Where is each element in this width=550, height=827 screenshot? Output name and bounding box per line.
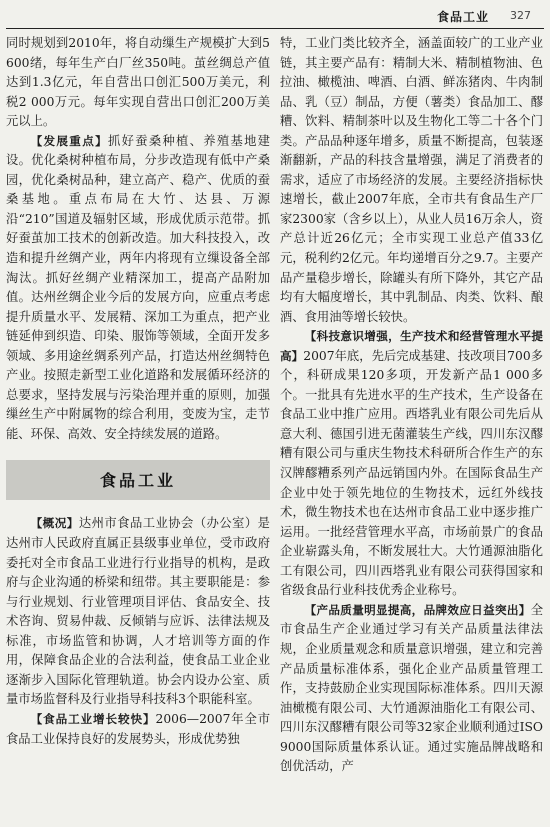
paragraph — [6, 710, 270, 749]
header-title: 食品工业 — [437, 10, 490, 24]
paragraph-heading: 【发展重点】 — [30, 133, 109, 148]
paragraph-heading: 【食品工业增长较快】 — [30, 711, 156, 726]
paragraph-heading: 【科技意识增强，生产技术和经营管理水平提高】 — [280, 329, 543, 363]
right-column — [280, 34, 543, 777]
paragraph: 特，工业门类比较齐全，涵盖面较广的工业产业链，其主要产品有：精制大米、精制植物油、色拉油、橄榄油、啤酒、白酒、鲜冻猪肉、牛肉制品、乳（豆）制品，方便（薯类）食品加工、醪糟、饮料、精制茶叶以及生物化工等二十各个门类。产品品种逐年增多，质量不断提高，包装逐渐翻新，产品的科技含量增强，满足了消费者的需求，适应了市场经济的发展。主要经济指标快速增长，截止2007年底，全市共有食品生产厂家2300家（含乡以上），从业人员16万余人，资产总计近26亿元；全市实现工业总产值33亿元，税利约2亿元。年均递增百分之9.7。主要产品产量稳步增长，除罐头有所下降外，其它产品均有大幅度增长，其中乳制品、肉类、饮料、酿酒、食用油等增长较快。 — [280, 36, 543, 324]
paragraph — [6, 132, 270, 445]
paragraph — [280, 601, 543, 777]
paragraph-body: 抓好蚕桑种植、养殖基地建设。优化桑树种植布局，分步改造现有低中产桑园，优化桑树品种，建立高产、稳产、优质的蚕桑基地。重点布局在大竹、达县、万源沿“210”国道及辐射区域，形成优质示范带。抓好蚕茧加工技术的创新改造。加大科技投入，改造和提升丝绸产业，两年内将现有立缫设备全部淘汰。抓好丝绸产业精深加工，提高产品附加值。达州丝绸企业今后的发展方向，应重点考虑提升质量水平、发展精、深加工为重点，把产业链延伸到织造、印染、服饰等领域，全面开发多领域、多用途丝绸系列产品，打造达州丝绸特色产业。按照走新型工业化道路和发展循环经济的总要求，坚持发展与污染治理并重的原则，加强缫丝生产中附属物的综合利用，变废为宝，走节能、环保、高效、安全持续发展的道路。 — [6, 133, 270, 441]
paragraph-body: 2007年底，先后完成基建、技改项目700多个，科研成果120多项，开发新产品1 000多个。一批具有先进水平的生产技术，生产设备在食品工业中推广应用。西塔乳业有限公司先后从意大利、德国引进无菌灌装生产线，四川东汉醪糟有限公司与重庆生物技术科研所合作生产的东汉牌醪糟系列产品远销国内外。在国际食品生产企业中处于领先地位的生物技术，远红外线技术，微生物技术也在达州市食品工业中逐步推广运用。一批经营管理水平高，市场前景广的食品企业崭露头角，不断发展壮大。大竹通源油脂化工有限公司，四川西塔乳业有限公司获得国家和省级食品行业科技优秀企业称号。 — [280, 348, 543, 598]
paragraph — [280, 327, 543, 601]
paragraph-heading: 【产品质量明显提高，品牌效应日益突出】 — [304, 602, 531, 617]
paragraph-body: 全市食品生产企业通过学习有关产品质量法律法规，企业质量观念和质量意识增强，建立和完善产品质量标准体系，强化企业产品质量管理工作，支持鼓励企业实现国际标准体系。四川天源油橄榄有限公司、大竹通源油脂化工有限公司、四川东汉醪糟有限公司等32家企业顺利通过ISO 9000国际质量体系认证。通过实施品牌战略和创优活动，产 — [280, 602, 543, 774]
running-header — [0, 0, 550, 30]
page-number: 327 — [510, 9, 531, 22]
paragraph-body: 达州市食品工业协会（办公室）是达州市人民政府直属正县级事业单位，受市政府委托对全市食品工业进行行业指导的机构，是政府与企业沟通的桥梁和纽带。其主要职能是：参与行业规划、行业管理项目评估、食品安全、技术咨询、贸易仲裁、反倾销与应诉、法律法规及标准，市场监管和协调，人才培训等方面的作用，保障食品企业的合法利益，使食品工业企业逐渐步入国际化管理轨道。协会内设办公室、质量市场监督科及行业指导科技科3个职能科室。 — [6, 516, 270, 707]
left-column — [6, 34, 270, 749]
section-title: 食品工业 — [6, 460, 270, 500]
paragraph — [6, 514, 270, 709]
paragraph-heading: 【概况】 — [30, 516, 79, 531]
header-rule — [6, 28, 544, 29]
paragraph: 同时规划到2010年，将自动缫生产规模扩大到5 600绪，每年生产白厂丝350吨。茧丝绸总产值达到1.3亿元，年自营出口创汇500万美元，利税2 000万元。每年实现自营出口创汇200万美元以上。 — [6, 36, 270, 129]
paragraph-body: 2006—2007年全市食品工业保持良好的发展势头，形成优势独 — [6, 711, 270, 746]
